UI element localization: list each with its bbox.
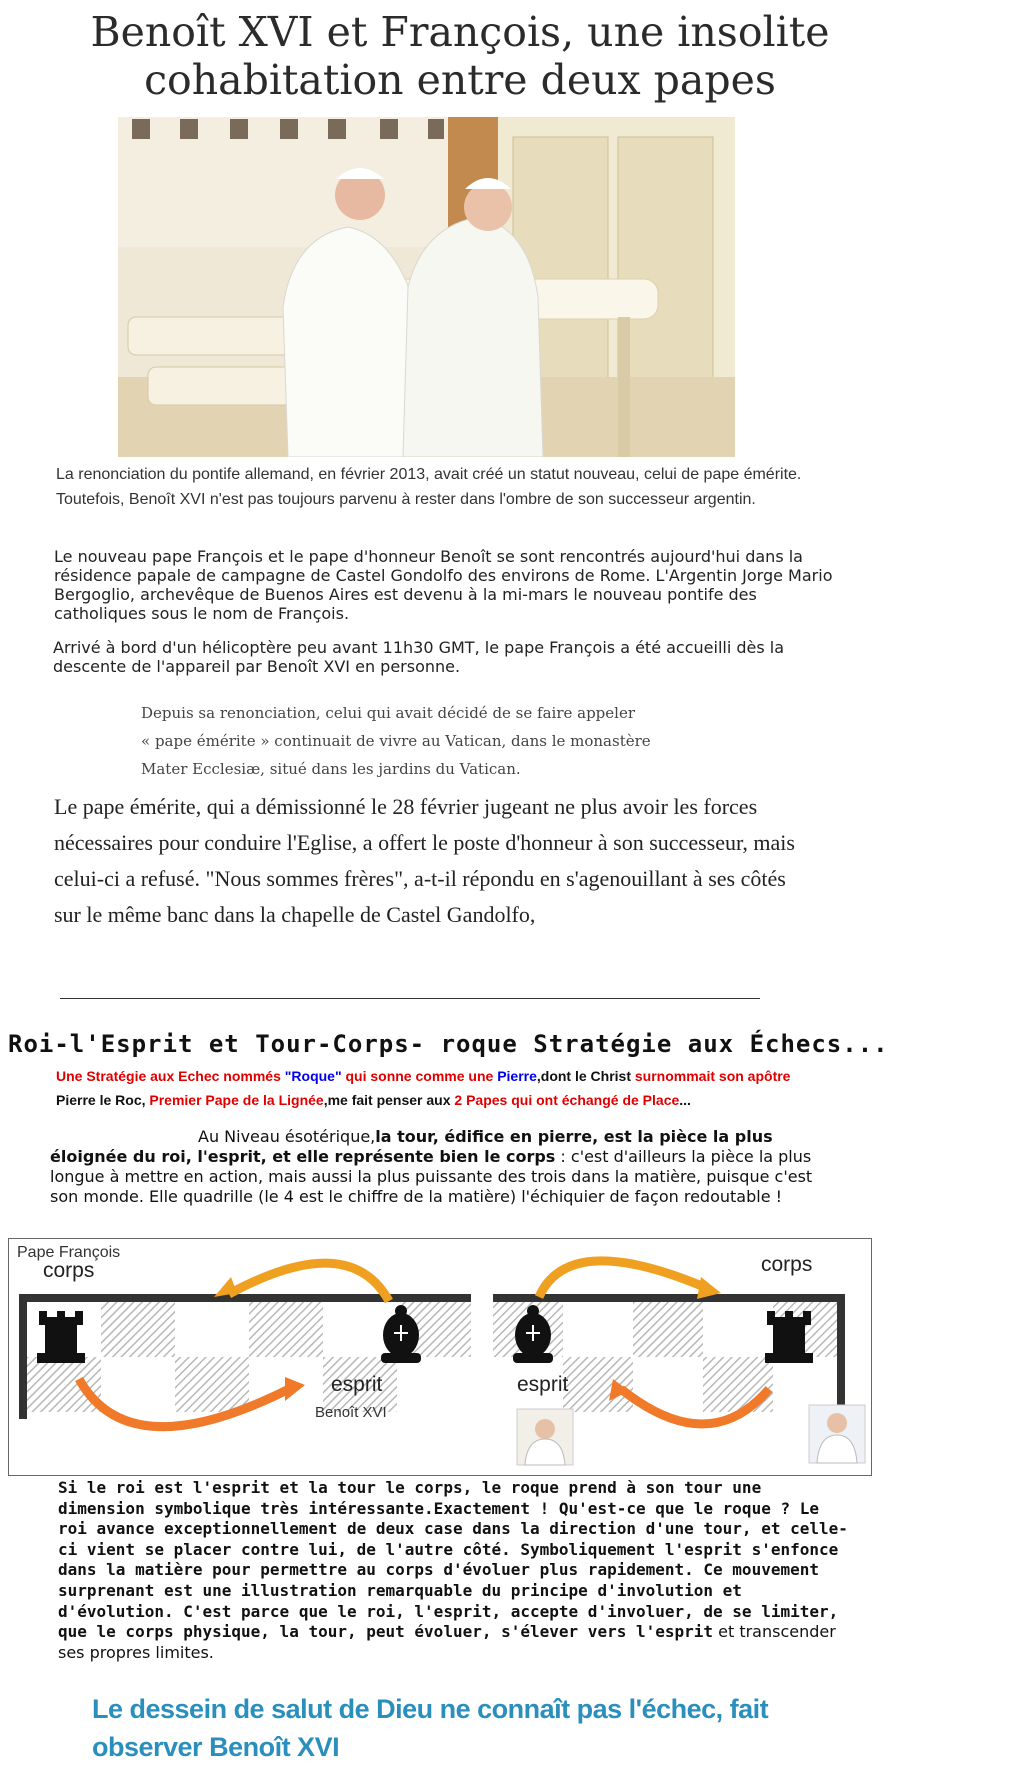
article-paragraph-2: Arrivé à bord d'un hélicoptère peu avant 11h30 GMT, le pape François a été accueilli dès la descente de l'appareil par Benoît XVI en personne. (53, 638, 785, 676)
title-line-1: Benoît XVI et François, une insolite (90, 8, 830, 56)
intro-part-5: Pierre le Roc, (56, 1092, 150, 1108)
eso-bold: la tour, édifice en pierre, est la pièce la plus éloignée du roi, l'esprit, et elle représente bien le corps (50, 1127, 773, 1166)
title-line-2: cohabitation entre deux papes (144, 56, 776, 104)
intro-part-7: ,me fait penser aux (323, 1092, 455, 1108)
esoteric-paragraph (50, 1127, 830, 1207)
quote-line-1: Depuis sa renonciation, celui qui avait décidé de se faire appeler (141, 704, 636, 722)
chess-intro (56, 1064, 956, 1112)
quote-line-3: Mater Ecclesiæ, situé dans les jardins du Vatican. (141, 760, 521, 778)
label-pape-francois: Pape François (17, 1244, 121, 1261)
chess-section-title: Roi-l'Esprit et Tour-Corps- roque Stratégie aux Échecs... (8, 1030, 889, 1058)
closing-heading: Le dessein de salut de Dieu ne connaît pas l'échec, fait observer Benoît XVI (92, 1694, 769, 1762)
article-quote (141, 699, 741, 783)
intro-part-3: ,dont le Christ (536, 1068, 635, 1084)
intro-roque: "Roque" (284, 1068, 342, 1084)
label-corps-right: corps (761, 1253, 813, 1276)
arrow-top-right (539, 1261, 709, 1297)
intro-part-1: Une Stratégie aux Echec nommés (56, 1068, 285, 1084)
castling-diagram (8, 1238, 872, 1476)
label-esprit-right: esprit (517, 1373, 569, 1396)
roque-end: et transcender ses propres limites. (58, 1622, 836, 1662)
francois-portrait (809, 1405, 865, 1463)
divider (60, 998, 760, 999)
eso-intro: Au Niveau ésotérique, (198, 1127, 376, 1146)
article-paragraph-3: Le pape émérite, qui a démissionné le 28 février jugeant ne plus avoir les forces nécessaires pour conduire l'Eglise, a offert le poste d'honneur à son successeur, mais celui-ci a refusé. "Nous sommes frères", a-t-il répondu en s'agenouillant à ses côtés sur le même banc dans la chapelle de Castel Gandolfo, (54, 794, 795, 927)
article-lead: La renonciation du pontife allemand, en février 2013, avait créé un statut nouveau, celui de pape émérite. Toutefois, Benoît XVI n'est pas toujours parvenu à rester dans l'ombre de son successeur argentin. (56, 466, 802, 508)
label-benoit: Benoît XVI (315, 1404, 387, 1421)
roque-text: Si le roi est l'esprit et la tour le corps, le roque prend à son tour une dimension symbolique très intéressante.Exactement ! Qu'est-ce que le roque ? Le roi avance exceptionnellement de deux case dans la direction d'une tour, et celle-ci vient se placer contre lui, de l'autre côté. Symboliquement l'esprit s'enfonce dans la matière pour permettre au corps d'évoluer plus rapidement. Ce mouvement surprenant est une illustration remarquable du principe d'involution et d'évolution. C'est parce que le roi, l'esprit, accepte d'involuer, de se limiter, que le corps physique, la tour, peut évoluer, s'élever vers l'esprit (58, 1478, 848, 1642)
article-title (60, 8, 860, 104)
intro-part-9: ... (679, 1092, 691, 1108)
quote-line-2: « pape émérite » continuait de vivre au Vatican, dans le monastère (141, 732, 651, 750)
label-esprit-left: esprit (331, 1373, 383, 1396)
benoit-portrait (517, 1409, 573, 1465)
intro-part-8: 2 Papes qui ont échangé de Place (454, 1092, 680, 1108)
article-paragraph-1: Le nouveau pape François et le pape d'honneur Benoît se sont rencontrés aujourd'hui dans la résidence papale de campagne de Castel Gondolfo des environs de Rome. L'Argentin Jorge Mario Bergoglio, archevêque de Buenos Aires est devenu à la mi-mars le nouveau pontife des catholiques sous le nom de François. (54, 547, 833, 623)
article-photo (118, 117, 735, 457)
intro-part-4: surnommait son apôtre (634, 1068, 791, 1084)
label-corps-left: corps (43, 1259, 95, 1282)
intro-part-2: qui sonne comme une (341, 1068, 498, 1084)
eso-rest: : c'est d'ailleurs la pièce la plus longue à mettre en action, mais aussi la plus puissante des trois dans la matière, puisque c'est son monde. Elle quadrille (le 4 est le chiffre de la matière) l'échiquier de façon redoutable ! (50, 1147, 813, 1206)
intro-pierre: Pierre (497, 1068, 537, 1084)
castling-paragraph (58, 1478, 848, 1663)
intro-part-6: Premier Pape de la Lignée (149, 1092, 324, 1108)
